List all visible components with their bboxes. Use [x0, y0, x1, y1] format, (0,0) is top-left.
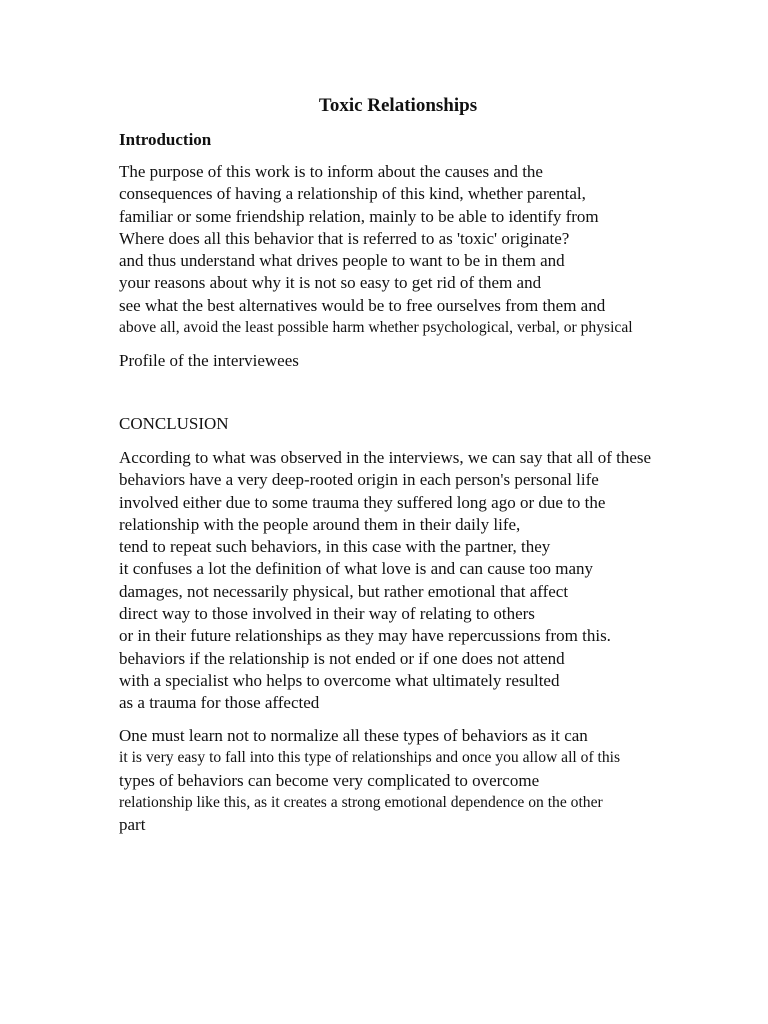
text-line: relationship like this, as it creates a strong emotional dependence on the other: [119, 793, 603, 811]
document-title: Toxic Relationships: [318, 95, 478, 116]
text-line: or in their future relationships as they may have repercussions from this.: [119, 626, 611, 646]
text-line: The purpose of this work is to inform about the causes and the: [119, 162, 543, 181]
text-line: tend to repeat such behaviors, in this case with the partner, they: [119, 537, 551, 557]
text-line: and thus understand what drives people to want to be in them and: [119, 251, 565, 271]
text-line: as a trauma for those affected: [119, 693, 320, 713]
text-line: direct way to those involved in their way of relating to others: [119, 604, 535, 624]
profile-section-label: [119, 350, 299, 372]
conclusion-paragraph-2: [119, 725, 620, 836]
text-line: relationship with the people around them in their daily life,: [119, 514, 521, 534]
text-line: it confuses a lot the definition of what love is and can cause too many: [119, 559, 593, 579]
text-line: CONCLUSION: [119, 414, 229, 433]
introduction-paragraph: [119, 161, 633, 339]
text-line: Profile of the interviewees: [119, 351, 299, 370]
text-line: see what the best alternatives would be to free ourselves from them and: [119, 295, 606, 315]
text-line: behaviors have a very deep-rooted origin in each person's personal life: [119, 470, 599, 490]
text-line: Where does all this behavior that is referred to as 'toxic' originate?: [119, 228, 570, 248]
text-line: involved either due to some trauma they suffered long ago or due to the: [119, 492, 606, 512]
text-line: damages, not necessarily physical, but rather emotional that affect: [119, 581, 569, 601]
text-line: your reasons about why it is not so easy to get rid of them and: [119, 273, 542, 293]
introduction-heading: Introduction: [119, 130, 212, 149]
text-line: familiar or some friendship relation, mainly to be able to identify from: [119, 206, 599, 226]
text-line: it is very easy to fall into this type of relationships and once you allow all of this: [119, 749, 621, 767]
text-line: behaviors if the relationship is not ended or if one does not attend: [119, 648, 565, 668]
text-line: types of behaviors can become very complicated to overcome: [119, 770, 540, 790]
conclusion-heading: [119, 413, 229, 435]
conclusion-paragraph-1: [119, 447, 651, 715]
text-line: According to what was observed in the interviews, we can say that all of these: [119, 448, 652, 467]
text-line: part: [119, 815, 146, 835]
text-line: consequences of having a relationship of this kind, whether parental,: [119, 184, 586, 204]
text-line: with a specialist who helps to overcome what ultimately resulted: [119, 670, 560, 690]
text-line: above all, avoid the least possible harm whether psychological, verbal, or physical: [119, 319, 633, 337]
text-line: One must learn not to normalize all these types of behaviors as it can: [119, 726, 588, 745]
